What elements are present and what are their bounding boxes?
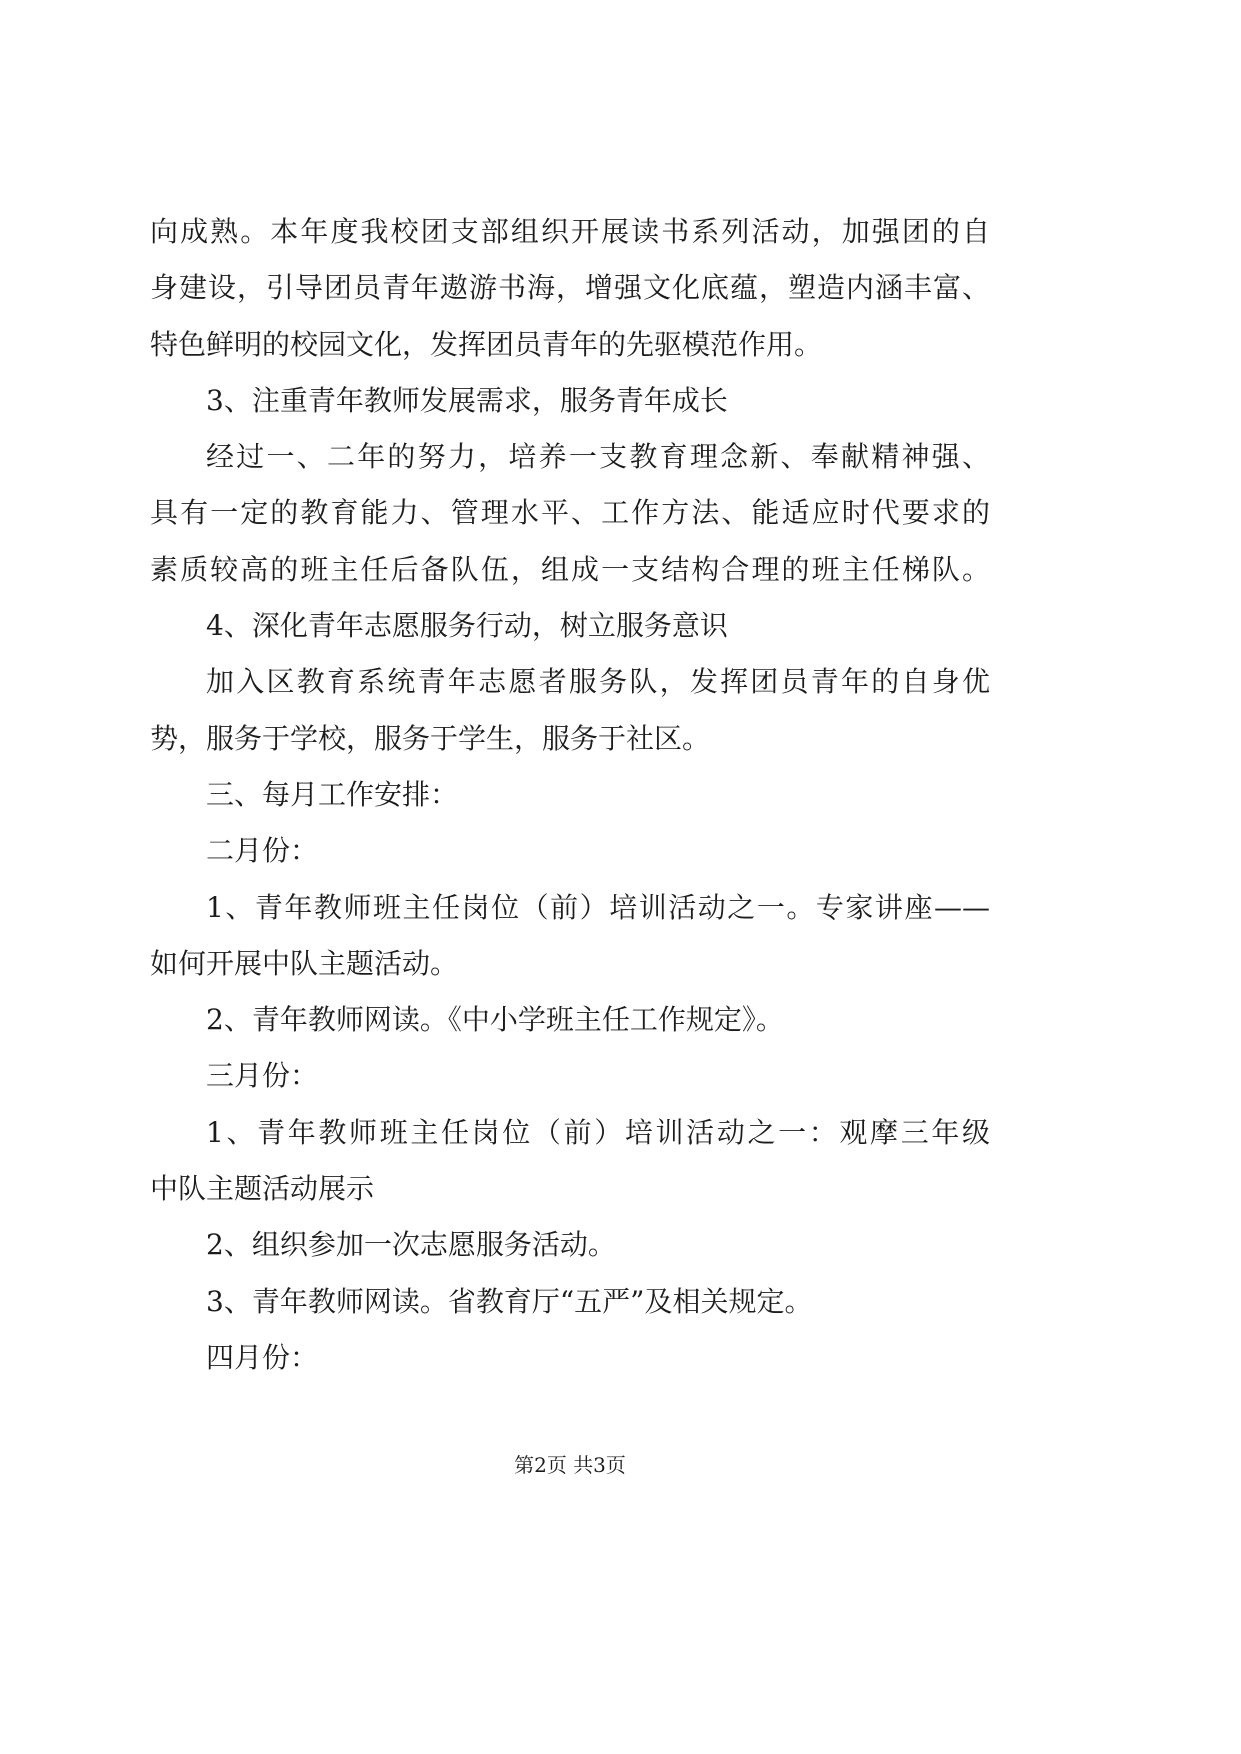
list-item-line: 1、青年教师班主任岗位（前）培训活动之一：观摩三年级 [206, 1115, 990, 1149]
list-item-line: 1、青年教师班主任岗位（前）培训活动之一。专家讲座—— [206, 890, 990, 924]
paragraph-line: 特色鲜明的校园文化，发挥团员青年的先驱模范作用。 [150, 327, 823, 361]
list-item-line: 2、青年教师网读。《中小学班主任工作规定》。 [206, 1003, 784, 1037]
page-number-footer: 第2页 共3页 [514, 1453, 626, 1477]
list-item-line: 如何开展中队主题活动。 [150, 946, 459, 980]
paragraph-line: 素质较高的班主任后备队伍，组成一支结构合理的班主任梯队。 [150, 552, 990, 586]
paragraph-line: 经过一、二年的努力，培养一支教育理念新、奉献精神强、 [206, 440, 990, 474]
paragraph-line: 向成熟。本年度我校团支部组织开展读书系列活动，加强团的自 [150, 215, 990, 248]
paragraph-line: 势，服务于学校，服务于学生，服务于社区。 [150, 721, 711, 755]
month-heading: 四月份： [206, 1340, 319, 1374]
item-heading: 3、注重青年教师发展需求，服务青年成长 [206, 383, 728, 417]
month-heading: 三月份： [206, 1059, 319, 1093]
item-heading: 4、深化青年志愿服务行动，树立服务意识 [206, 609, 728, 643]
paragraph-line: 加入区教育系统青年志愿者服务队，发挥团员青年的自身优 [206, 665, 990, 699]
paragraph-line: 具有一定的教育能力、管理水平、工作方法、能适应时代要求的 [150, 496, 990, 530]
list-item-line: 2、组织参加一次志愿服务活动。 [206, 1228, 616, 1262]
paragraph-line: 身建设，引导团员青年遨游书海，增强文化底蕴，塑造内涵丰富、 [150, 271, 990, 305]
list-item-line: 中队主题活动展示 [150, 1172, 375, 1206]
document-body [150, 204, 990, 1386]
month-heading: 二月份： [206, 834, 319, 868]
section-heading: 三、每月工作安排： [206, 777, 459, 811]
list-item-line: 3、青年教师网读。省教育厅“五严”及相关规定。 [206, 1284, 813, 1318]
